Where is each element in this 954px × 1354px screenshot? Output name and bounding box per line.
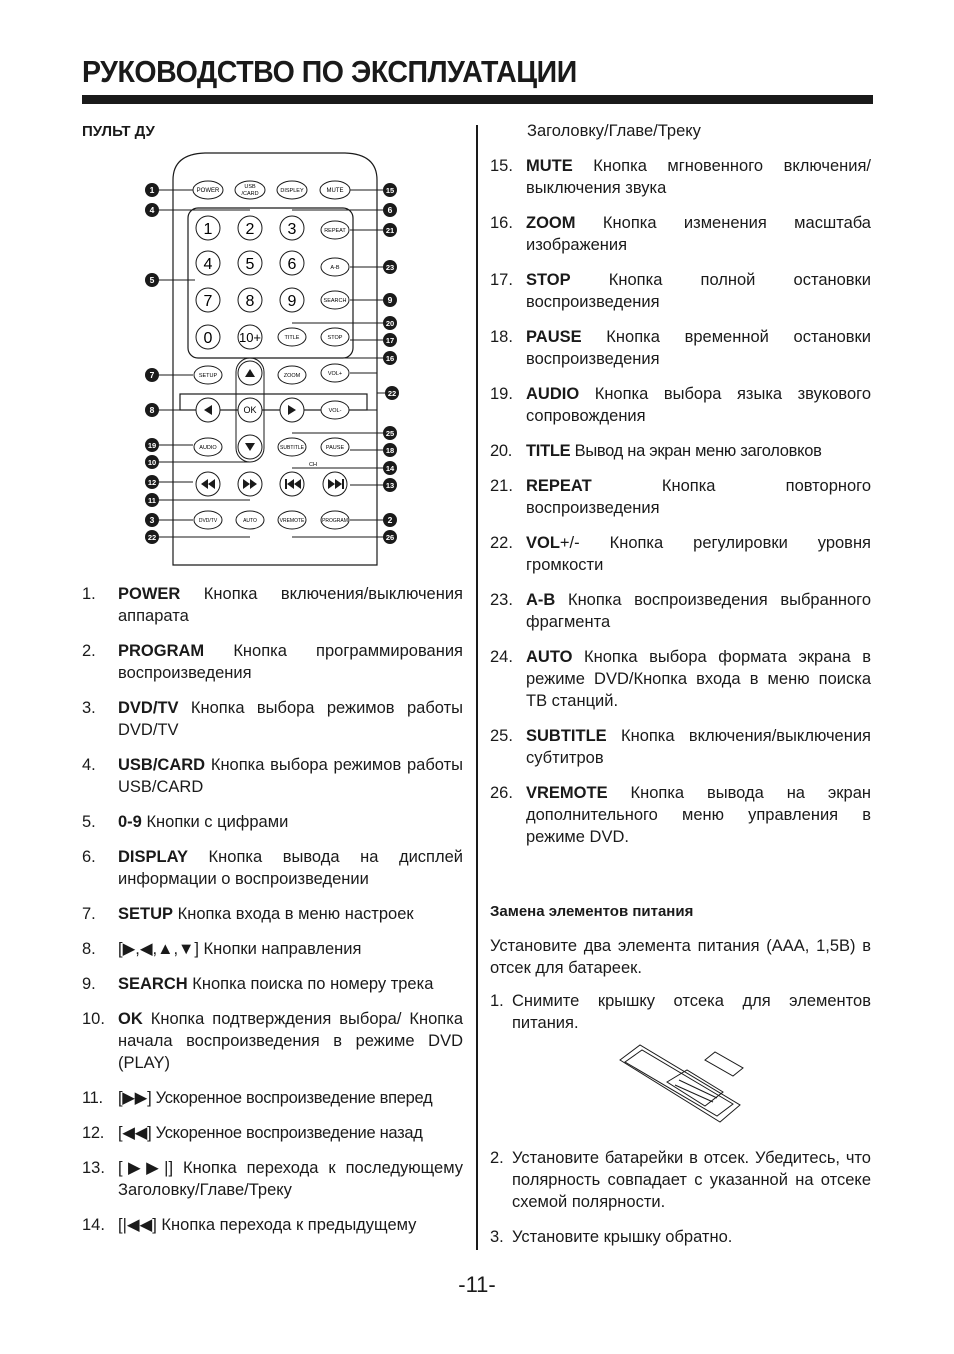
callout-12: 12 [147,478,157,487]
usb-button-label: USB [244,184,256,190]
page-number: -11- [458,1272,496,1297]
callout-24: 22 [147,533,157,542]
subtitle-button-label: SUBTITLE [280,445,304,451]
list-item: 20. TITLE Вывод на экран меню заголовков [490,442,822,460]
callout-26: 26 [385,533,395,542]
search-button-label: SEARCH [323,298,347,304]
list-item: 24. AUTO Кнопка выбора формата экрана в режиме DVD/Кнопка входа в меню поиска ТВ станций. [490,648,871,710]
callout-14: 14 [385,464,395,473]
battery-step-3: 3. Установите крышку обратно. [490,1228,733,1246]
callout-17: 17 [385,336,395,345]
callout-9: 9 [387,295,393,305]
repeat-button-label: REPEAT [324,228,346,234]
vremote-button-label: VREMOTE [279,518,305,524]
callout-8: 8 [149,405,155,415]
setup-button-label: SETUP [198,373,218,379]
mute-button-label: MUTE [326,188,344,194]
callout-21: 21 [385,226,395,235]
list-item: 11. [▶▶] Ускоренное воспроизведение вперед [82,1089,433,1107]
callout-10: 10 [147,458,157,467]
list-item: 1. POWER Кнопка включения/выключения аппарата [82,585,463,625]
list-item: 23. A-B Кнопка воспроизведения выбранного фрагмента [490,591,871,631]
battery-compartment-illustration [615,1040,745,1125]
callout-23: 23 [385,263,395,272]
digit-4: 4 [203,256,213,273]
list-item: 25. SUBTITLE Кнопка включения/выключения субтитров [490,727,871,767]
auto-button-label: AUTO [243,518,257,524]
digit-10plus: 10+ [238,330,262,345]
digit-7: 7 [203,293,213,310]
callout-7: 7 [149,370,155,380]
power-button-label: POWER [196,188,220,194]
list-item: 9. SEARCH Кнопка поиска по номеру трека [82,975,434,993]
callout-2: 2 [387,515,393,525]
digit-1: 1 [203,221,213,238]
stop-button-label: STOP [327,335,343,341]
digit-9: 9 [287,293,297,310]
left-button-list [82,583,463,1249]
callout-22: 22 [387,389,397,398]
list-item: 13. [▶▶|] Кнопка перехода к последующему Заголовку/Главе/Треку [82,1159,463,1199]
list-item: 15. MUTE Кнопка мгновенного включения/ выключения звука [490,157,871,197]
ab-button-label: A-B [330,265,340,271]
list-item: 3. DVD/TV Кнопка выбора режимов работы DVD/TV [82,699,463,739]
dvdtv-button-label: DVD/TV [198,518,218,524]
digit-2: 2 [245,221,255,238]
item-14-continuation: Заголовку/Главе/Треку [527,122,701,140]
digit-5: 5 [245,256,255,273]
list-item: 16. ZOOM Кнопка изменения масштаба изображения [490,214,871,254]
list-item: 4. USB/CARD Кнопка выбора режимов работы USB/CARD [82,756,463,796]
ok-button-label: OK [243,405,257,415]
callout-25: 25 [385,429,395,438]
battery-intro: Установите два элемента питания (AAA, 1,5В) в отсек для батареек. [490,937,871,977]
callout-18: 18 [385,446,395,455]
digit-3: 3 [287,221,297,238]
list-item: 6. DISPLAY Кнопка вывода на дисплей информации о воспроизведении [82,848,463,888]
list-item: 18. PAUSE Кнопка временной остановки воспроизведения [490,328,871,368]
zoom-button-label: ZOOM [283,373,301,379]
ch-label: CH [309,462,317,468]
volminus-button-label: VOL- [328,408,342,414]
list-item: 21. REPEAT Кнопка повторного воспроизведения [490,477,871,517]
page-title: РУКОВОДСТВО ПО ЭКСПЛУАТАЦИИ [82,54,577,89]
callout-20: 20 [385,319,395,328]
digit-6: 6 [287,256,297,273]
callout-19: 19 [147,441,157,450]
pause-button-label: PAUSE [325,445,345,451]
callout-16: 16 [385,354,395,363]
callout-1: 1 [149,185,155,195]
remote-control-illustration [140,150,410,570]
callout-11: 11 [148,496,156,505]
list-item: 14. [|◀◀] Кнопка перехода к предыдущему [82,1216,417,1234]
callout-5: 5 [149,275,155,285]
remote-heading: ПУЛЬТ ДУ [82,123,155,140]
battery-step-2: 2. Установите батарейки в отсек. Убедитесь, что полярность совпадает с указанной на отсеке схемой полярности. [490,1149,871,1211]
list-item: 8. [▶,◀,▲,▼] Кнопки направления [82,940,362,958]
battery-heading: Замена элементов питания [490,903,694,920]
list-item: 19. AUDIO Кнопка выбора языка звукового сопровождения [490,385,871,425]
title-button-label: TITLE [284,335,300,341]
callout-6: 6 [387,205,393,215]
list-item: 7. SETUP Кнопка входа в меню настроек [82,905,414,923]
callout-3: 3 [149,515,155,525]
program-button-label: PROGRAM [322,518,348,524]
card-button-label: /CARD [241,191,259,197]
battery-step-1: 1. Снимите крышку отсека для элементов питания. [490,992,871,1032]
list-item: 2. PROGRAM Кнопка программирования воспроизведения [82,642,463,682]
audio-button-label: AUDIO [199,445,217,451]
callout-13: 13 [385,481,395,490]
callout-15: 15 [385,186,395,195]
volplus-button-label: VOL+ [327,371,343,377]
right-button-list [490,155,871,861]
list-item: 12. [◀◀] Ускоренное воспроизведение назад [82,1124,423,1142]
digit-8: 8 [245,293,255,310]
column-divider [476,125,478,1250]
remote-outline [173,153,377,565]
digit-0: 0 [203,330,213,347]
list-item: 17. STOP Кнопка полной остановки воспроизведения [490,271,871,311]
title-rule [82,95,873,104]
callout-4: 4 [149,205,155,215]
list-item: 22. VOL+/- Кнопка регулировки уровня громкости [490,534,871,574]
display-button-label: DISPLEY [280,188,304,194]
list-item: 5. 0-9 Кнопки с цифрами [82,813,289,831]
list-item: 26. VREMOTE Кнопка вывода на экран дополнительного меню управления в режиме DVD. [490,784,871,846]
list-item: 10. OK Кнопка подтверждения выбора/ Кнопка начала воспроизведения в режиме DVD (PLAY) [82,1010,463,1072]
